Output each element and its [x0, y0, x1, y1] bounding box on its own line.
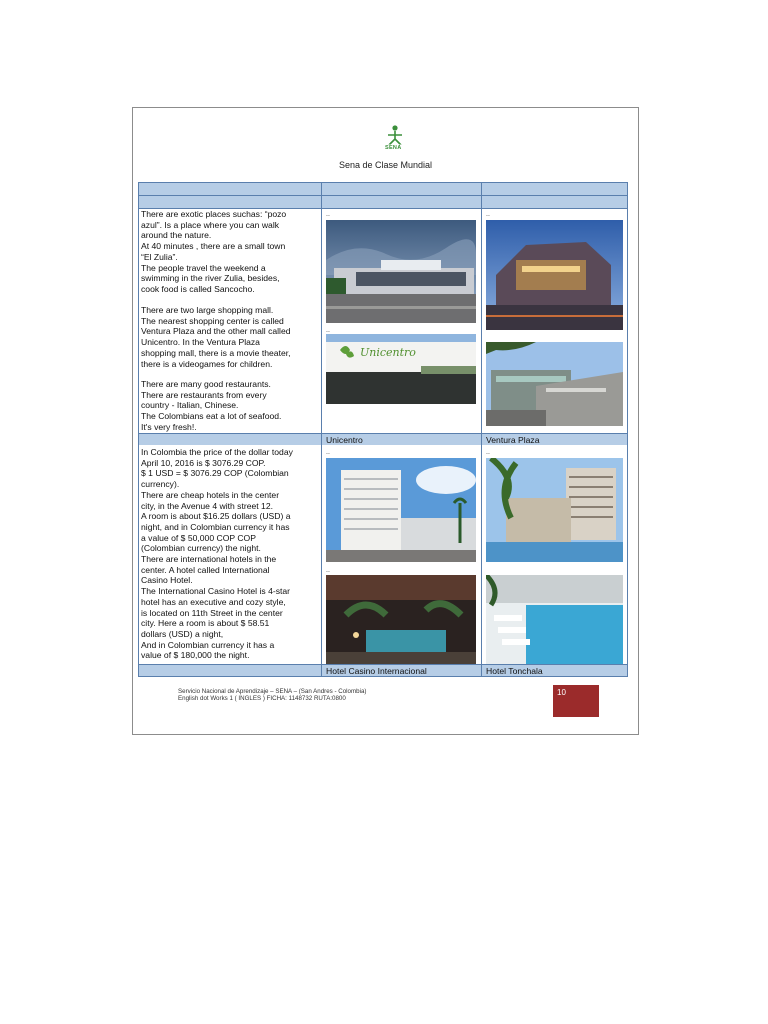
document-page: [132, 107, 639, 735]
table-rule: [481, 182, 482, 677]
table-rule: [321, 182, 322, 677]
mall-sign-text: Unicentro: [360, 346, 416, 359]
restaurants-paragraph: There are many good restaurants. There are restaurants from every country - Italian, Chinese. The Colombians eat a lot of seafood. It's very fresh!.: [141, 379, 282, 432]
table-rule: [138, 182, 139, 677]
caption-unicentro: Unicentro: [326, 435, 363, 445]
photo-mark: ..: [486, 449, 490, 456]
page-number: 10: [557, 688, 566, 697]
photo-mark: ..: [326, 211, 330, 218]
photo-mark: ..: [486, 211, 490, 218]
unicentro-sign-photo: [326, 334, 476, 404]
footer-line-1: Servicio Nacional de Aprendizaje – SENA – (San Andres - Colombia): [178, 688, 367, 695]
unicentro-exterior-photo: [326, 220, 476, 323]
photo-mark: ..: [326, 567, 330, 574]
hotel-tonchala-pool-photo: [486, 575, 623, 664]
page-subtitle: Sena de Clase Mundial: [338, 160, 433, 170]
table-rule: [627, 182, 628, 677]
sena-logo: [380, 124, 410, 154]
ventura-plaza-day-photo: [486, 342, 623, 426]
caption-hotel-casino-internacional: Hotel Casino Internacional: [326, 666, 427, 676]
photo-mark: ..: [326, 449, 330, 456]
photo-mark: ..: [326, 327, 330, 334]
footer-line-2: English dot Works 1 ( INGLES ) FICHA: 1148732 RUTA:0800: [178, 695, 346, 703]
page-footer: [178, 688, 366, 703]
hotels-paragraph: In Colombia the price of the dollar today April 10, 2016 is $ 3076.29 COP. $ 1 USD = $ 3076.29 COP (Colombian currency). There are cheap hotels in the center city, in the Avenue 4 with street 12. A room is about $16.25 dollars (USD) a night, and in Colombian currency it has a value of $ 50,000 COP COP (Colombian currency) the night. There are international hotels in the center. A hotel called International Casino Hotel. The International Casino Hotel is 4-star hotel has an executive and cozy style, is located on 11th Street in the center city. Here a room is about $ 58.51 dollars (USD) a night, And in Colombian currency it has a value of $ 180,000 the night.: [141, 447, 293, 661]
caption-band: [138, 433, 628, 445]
caption-hotel-tonchala: Hotel Tonchala: [486, 666, 543, 676]
table-header-band: [138, 182, 628, 195]
table-header-band: [138, 195, 628, 208]
hotel-tonchala-exterior-photo: [486, 458, 623, 562]
places-paragraph: There are exotic places suchas: “pozo azul”. Is a place where you can walk around the nature. At 40 minutes , there are a small town “El Zulia”. The people travel the weekend a swimming in the river Zulia, besides, cook food is called Sancocho.: [141, 209, 287, 294]
ventura-plaza-night-photo: [486, 220, 623, 330]
content-table: [138, 182, 628, 677]
caption-ventura-plaza: Ventura Plaza: [486, 435, 540, 445]
page-number-box: [553, 685, 599, 717]
malls-paragraph: There are two large shopping mall. The nearest shopping center is called Ventura Plaza and the other mall called Unicentro. In the Ventura Plaza shopping mall, there is a movie theater, there is a videogames for children.: [141, 305, 291, 369]
hotel-casino-pool-night-photo: [326, 575, 476, 664]
logo-text: SENA: [385, 145, 402, 151]
hotel-casino-exterior-photo: [326, 458, 476, 562]
